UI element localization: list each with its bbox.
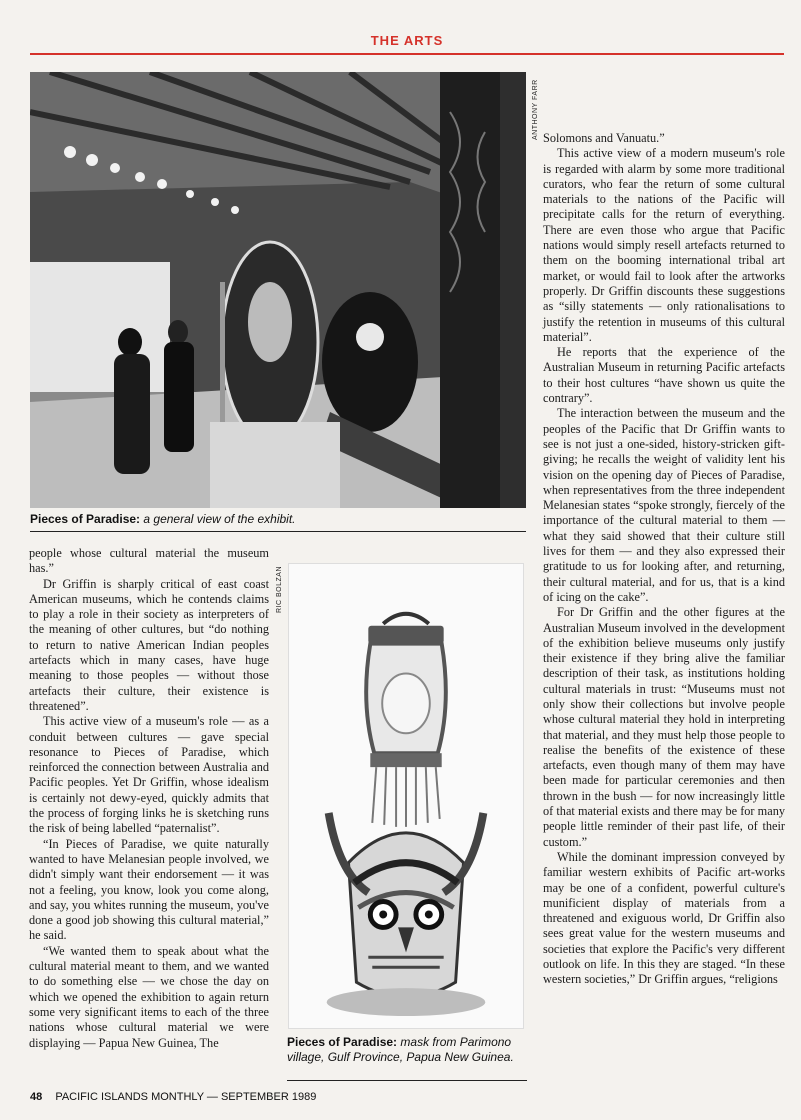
paragraph: The interaction between the museum and the peoples of the Pacific that Dr Griffin wants to see is not just a one-sided, history-stricken gift-giving; he recalls the weight of validity lent his vision on the opening day of Pieces of Paradise, when representatives from the three independent Melanesian states “spoke strongly, fiercely of the importance of the cultural material to them — what they said showed that their culture still lives for them — and they also expressed their gratitude to us for looking after, and returning, their cultural material, and for us, that is a kind of icing on the cake”.: [543, 406, 785, 604]
paragraph: This active view of a museum's role — as a conduit between cultures — gave special resonance to Pieces of Paradise, which reinforced the connection between Australia and Pacific peoples. Yet Dr Griffin, whose idealism is certainly not dewy-eyed, quickly admits that the process of forging links he is sketching runs the risk of being labelled “paternalist”.: [29, 714, 269, 836]
caption-text: mask from Parimono village, Gulf Province, Papua New Guinea.: [287, 1035, 514, 1064]
mask-lantern-photo-icon: [289, 564, 523, 1028]
photo-credit-main: ANTHONY FARR: [532, 79, 539, 140]
photo-credit-mask: RIC BOLZAN: [276, 565, 283, 613]
paragraph: “We wanted them to speak about what the cultural material meant to them, and we wanted to do something else — we chose the day on which we opened the exhibition to again return some very significant items to each of the three nations whose cultural material we were displaying — Papua New Guinea, The: [29, 943, 269, 1050]
page-number: 48: [30, 1091, 43, 1103]
caption-rule: [287, 1080, 527, 1081]
mask-photo-caption: [287, 1035, 527, 1065]
caption-title: Pieces of Paradise:: [30, 512, 141, 526]
exhibition-photo: [30, 72, 526, 508]
paragraph: people whose cultural material the museum has.”: [29, 546, 269, 576]
paragraph: Solomons and Vanuatu.”: [543, 131, 665, 145]
article-column-right: [543, 131, 785, 988]
exhibition-hall-photo-icon: [30, 72, 526, 508]
paragraph: “In Pieces of Paradise, we quite naturally wanted to have Melanesian people involved, we didn't simply want their endorsement — it was not a feeling, you know, look you come along, and say, you whites running the museum, you've done a good job showing this cultural material,” he said.: [29, 836, 269, 943]
paragraph: While the dominant impression conveyed by familiar western exhibits of Pacific art-works may be one of a confident, powerful culture's munificient display of materials from a threatened and exiguous world, Dr Griffin also sees great value for the western museums and societies that explore the Pacific's very different outlook on life. In this they are staged. “In these western societies,” Dr Griffin argues, “religions: [543, 849, 785, 987]
section-header: THE ARTS: [370, 33, 444, 48]
caption-rule: [30, 531, 526, 532]
publication-line: PACIFIC ISLANDS MONTHLY — SEPTEMBER 1989: [55, 1091, 317, 1103]
caption-text: a general view of the exhibit.: [143, 512, 296, 526]
paragraph: This active view of a modern museum's role is regarded with alarm by some more traditional curators, who fear the return of some cultural materials to the nations of the Pacific will precipitate calls for the return of everything. There are even those who argue that Pacific nations would simply resell artefacts returned to them on the booming international tribal art market, or would fail to look after the artworks properly. Dr Griffin discounts these suggestions as “silly statements — only rationalisations to justify the retention in museums of this cultural material”.: [543, 146, 785, 344]
mask-photo: [288, 563, 524, 1029]
paragraph: He reports that the experience of the Australian Museum in returning Pacific artefacts to their host cultures “have shown us quite the contrary”.: [543, 345, 785, 406]
main-photo-caption: [30, 512, 526, 527]
article-column-left: [29, 546, 269, 1051]
header-rule: [30, 53, 784, 55]
page-footer: [30, 1091, 630, 1103]
paragraph: Dr Griffin is sharply critical of east coast American museums, which he contends claims to play a role in their society as interpreters of the meaning of other cultures, but “do nothing to return to native American Indian peoples artefacts which in many cases, have huge meaning to those peoples — without those artefacts their culture, their existence is threatened”.: [29, 576, 269, 713]
paragraph: For Dr Griffin and the other figures at the Australian Museum involved in the development of the exhibition believe museums only justify their existence if they bring alive the familiar description of their task, as institutions holding cultural materials in trust: “Museums must not only show their collections but involve people whose cultural material they hold in interpreting that material, and they must help those people to realise the benefits of the existence of these artefacts, even though many of them may have been made for particular ceremonies and then thrown in the bush — for now increasingly little of that material exists and there may be for many people little reminder of their past life, of their custom.”: [543, 605, 785, 849]
caption-title: Pieces of Paradise:: [287, 1035, 398, 1049]
